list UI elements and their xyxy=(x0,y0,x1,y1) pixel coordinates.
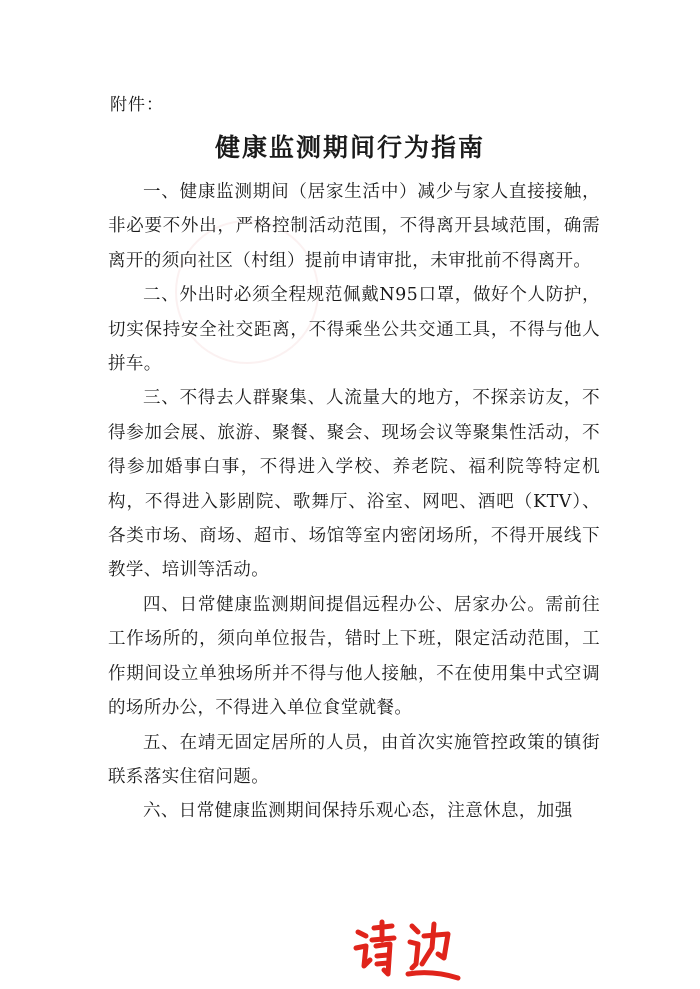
brush-logo-watermark xyxy=(352,918,462,984)
logo-stroke xyxy=(408,973,458,978)
logo-stroke xyxy=(372,938,394,940)
paragraph-4: 四、日常健康监测期间提倡远程办公、居家办公。需前往工作场所的，须向单位报告，错时上下班，限定活动范围，工作期间设立单独场所并不得与他人接触，不在使用集中式空调的场所办公，不得进入单位食堂就餐。 xyxy=(108,594,600,719)
logo-stroke xyxy=(410,942,418,968)
paragraph-5: 五、在靖无固定居所的人员，由首次实施管控政策的镇街联系落实住宿问题。 xyxy=(108,732,600,787)
paragraph-2: 二、外出时必须全程规范佩戴N95口罩，做好个人防护，切实保持安全社交距离，不得乘坐公共交通工具，不得与他人拼车。 xyxy=(108,285,600,375)
logo-stroke xyxy=(412,926,418,932)
logo-stroke xyxy=(356,946,370,966)
paragraph-3: 三、不得去人群聚集、人流量大的地方，不探亲访友，不得参加会展、旅游、聚餐、聚会、现场会议等聚集性活动，不得参加婚事白事，不得进入学校、养老院、福利院等特定机构，不得进入影剧院、歌舞厅、浴室、网吧、酒吧（KTV）、各类市场、商场、超市、场馆等室内密闭场所，不得开展线下教学、培训等活动。 xyxy=(108,388,600,581)
document-title: 健康监测期间行为指南 xyxy=(214,133,485,162)
logo-stroke xyxy=(376,944,390,974)
logo-stroke xyxy=(377,963,388,964)
document-body xyxy=(108,175,600,829)
paragraph-6: 六、日常健康监测期间保持乐观心态，注意休息，加强 xyxy=(143,801,573,822)
paragraph-1: 一、健康监测期间（居家生活中）减少与家人直接接触，非必要不外出，严格控制活动范围，不得离开县域范围，确需离开的须向社区（村组）提前申请审批，未审批前不得离开。 xyxy=(108,182,600,271)
logo-stroke xyxy=(358,932,366,936)
logo-stroke xyxy=(422,924,434,964)
attachment-label: 附件： xyxy=(110,95,164,115)
logo-stroke xyxy=(377,955,388,956)
